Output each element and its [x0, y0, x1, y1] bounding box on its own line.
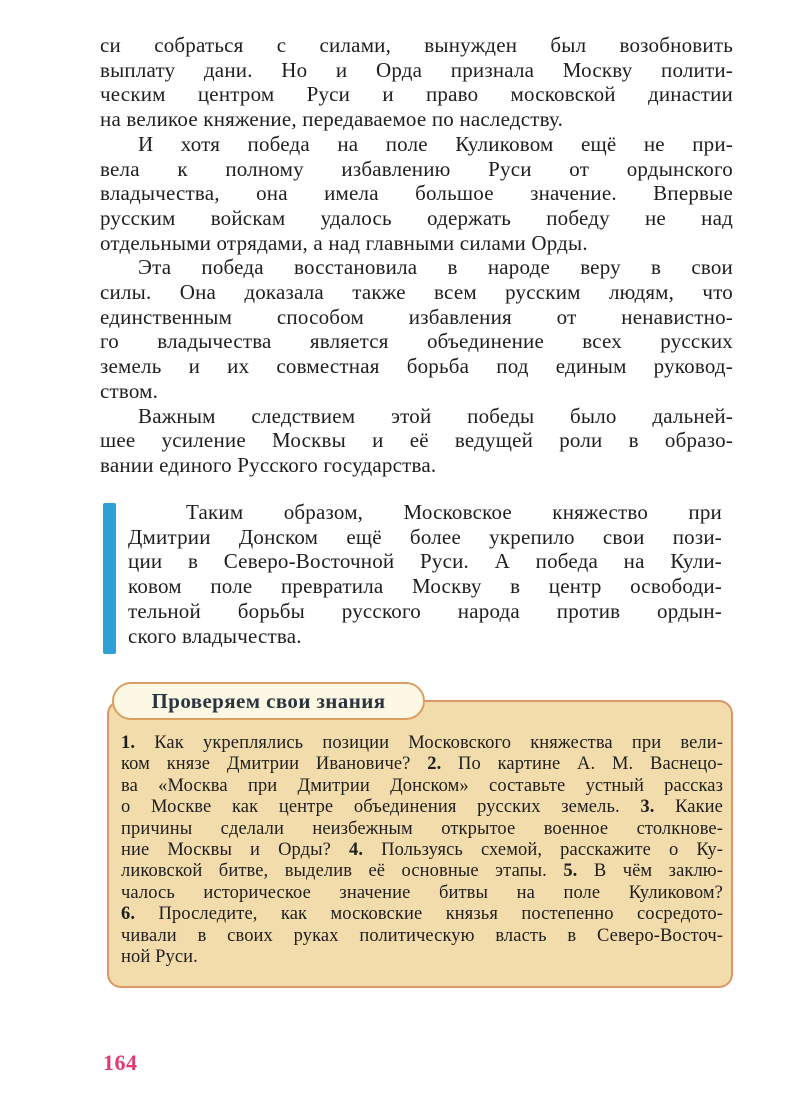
text-line: ции в Северо-Восточной Руси. А победа на Кули- [128, 549, 722, 574]
text-line: си собраться с силами, вынужден был возобновить [100, 33, 733, 57]
text-line: ковом поле превратила Москву в центр освободи- [128, 574, 722, 599]
text-line: чивали в своих руках политическую власть в Северо-Восточ- [121, 925, 723, 946]
text-line: вела к полному избавлению Руси от ордынского [100, 156, 733, 181]
text-line: го владычества является объединение всех русских [100, 329, 733, 354]
text-line: вании единого Русского государства. [100, 452, 437, 477]
accent-bar [103, 503, 116, 654]
text-line: тельной борьбы русского народа против ордын- [128, 598, 722, 623]
text-line: отдельными отрядами, а над главными силами Орды. [100, 230, 588, 255]
summary-paragraph [128, 500, 722, 648]
text-line: 6. Проследите, как московские князья постепенно сосредото- [121, 904, 723, 925]
knowledge-check-questions [121, 733, 723, 968]
text-line: ва «Москва при Дмитрии Донском» составьте устный рассказ [121, 775, 723, 796]
text-line: русским войскам удалось одержать победу не над [100, 205, 733, 230]
text-line: ком князе Дмитрии Ивановиче? 2. По картине А. М. Васнецо- [121, 754, 723, 775]
text-line: чалось историческое значение битвы на поле Куликовом? [121, 882, 723, 903]
text-line: силы. Она доказала также всем русским людям, что [100, 280, 733, 305]
paragraph-continuation [100, 33, 733, 132]
paragraph-kulikovo-significance [100, 132, 733, 256]
text-line: 1. Как укреплялись позиции Московского княжества при вели- [121, 733, 723, 753]
text-line: шее усиление Москвы и её ведущей роли в образо- [100, 428, 733, 453]
body-text [100, 33, 733, 478]
text-line: И хотя победа на поле Куликовом ещё не при- [138, 131, 733, 156]
text-line: ством. [100, 378, 159, 403]
text-line: ной Руси. [121, 947, 198, 968]
text-line: владычества, она имела большое значение. Впервые [100, 181, 733, 206]
paragraph-victory-faith [100, 255, 733, 403]
text-line: на великое княжение, передаваемое по наследству. [100, 107, 564, 132]
text-line: ликовской битве, выделив её основные этапы. 5. В чём заклю- [121, 861, 723, 882]
text-line: о Москве как центре объединения русских земель. 3. Какие [121, 797, 723, 818]
text-line: выплату дани. Но и Орда признала Москву полити- [100, 57, 733, 82]
page-number: 164 [103, 1050, 138, 1075]
text-line: Дмитрии Донском ещё более укрепило свои пози- [128, 524, 722, 549]
paragraph-moscow-strengthening [100, 404, 733, 478]
text-line: Эта победа восстановила в народе веру в свои [138, 255, 733, 280]
text-line: Таким образом, Московское княжество при [186, 500, 722, 524]
text-line: Важным следствием этой победы было дальней- [138, 403, 733, 428]
text-line: ческим центром Руси и право московской династии [100, 82, 733, 107]
text-line: ние Москвы и Орды? 4. Пользуясь схемой, расскажите о Ку- [121, 840, 724, 861]
text-line: ского владычества. [128, 623, 302, 648]
knowledge-check-title: Проверяем свои знания [112, 682, 425, 720]
text-line: причины сделали неизбежным открытое военное столкнове- [121, 818, 723, 839]
text-line: единственным способом избавления от ненавистно- [100, 304, 733, 329]
text-line: земель и их совместная борьба под единым руковод- [100, 354, 733, 379]
